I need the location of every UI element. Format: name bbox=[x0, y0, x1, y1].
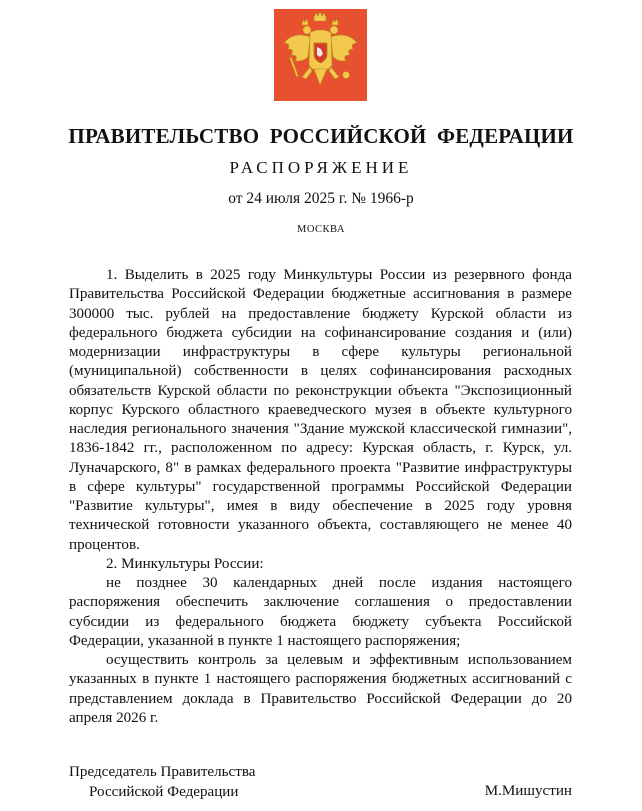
paragraph-4: осуществить контроль за целевым и эффективным использованием указанных в пункте 1 настоящего распоряжения бюджетных ассигнований с представлением доклада в Правительство Российской Федерации до 20 апреля 2026 г. bbox=[69, 652, 572, 726]
paragraph-3: не позднее 30 календарных дней после издания настоящего распоряжения обеспечить заключение соглашения о предоставлении субсидии из федерального бюджета бюджету субъекта Российской Федерации, указанной в пункте 1 настоящего распоряжения; bbox=[69, 575, 572, 649]
government-title: ПРАВИТЕЛЬСТВО РОССИЙСКОЙ ФЕДЕРАЦИИ bbox=[68, 124, 574, 148]
coat-of-arms-icon bbox=[274, 9, 367, 101]
document-date-number: от 24 июля 2025 г. № 1966-р bbox=[228, 190, 414, 207]
signatory-position-line-1: Председатель Правительства bbox=[69, 764, 256, 780]
signatory-name: М.Мишустин bbox=[484, 783, 572, 799]
document-body bbox=[69, 266, 572, 728]
document-city: МОСКВА bbox=[297, 224, 345, 235]
paragraph-1: 1. Выделить в 2025 году Минкультуры России из резервного фонда Правительства Российской Федерации бюджетные ассигнования в размере 300000 тыс. рублей на предоставление бюджету Курской области из федерального бюджета субсидии на софинансирование создания и (или) модернизации инфраструктуры в сфере культуры региональной (муниципальной) собственности в целях софинансирования расходных обязательств Курской области по реконструкции объекта "Экспозиционный корпус Курского областного краеведческого музея в объекте культурного наследия регионального значения "Здание мужской классической гимназии", 1836-1842 гг., расположенном по адресу: Курская область, г. Курск, ул. Луначарского, 8" в рамках федерального проекта "Развитие инфраструктуры в сфере культуры" государственной программы Российской Федерации "Развитие культуры", имея в виду обеспечение в 2025 году уровня технической готовности указанного объекта, составляющего не менее 40 процентов. bbox=[69, 267, 572, 553]
signatory-position bbox=[69, 763, 255, 802]
paragraph-2: 2. Минкультуры России: bbox=[106, 555, 264, 572]
document-type: РАСПОРЯЖЕНИЕ bbox=[229, 158, 413, 177]
signatory-position-line-2: Российской Федерации bbox=[89, 783, 239, 800]
